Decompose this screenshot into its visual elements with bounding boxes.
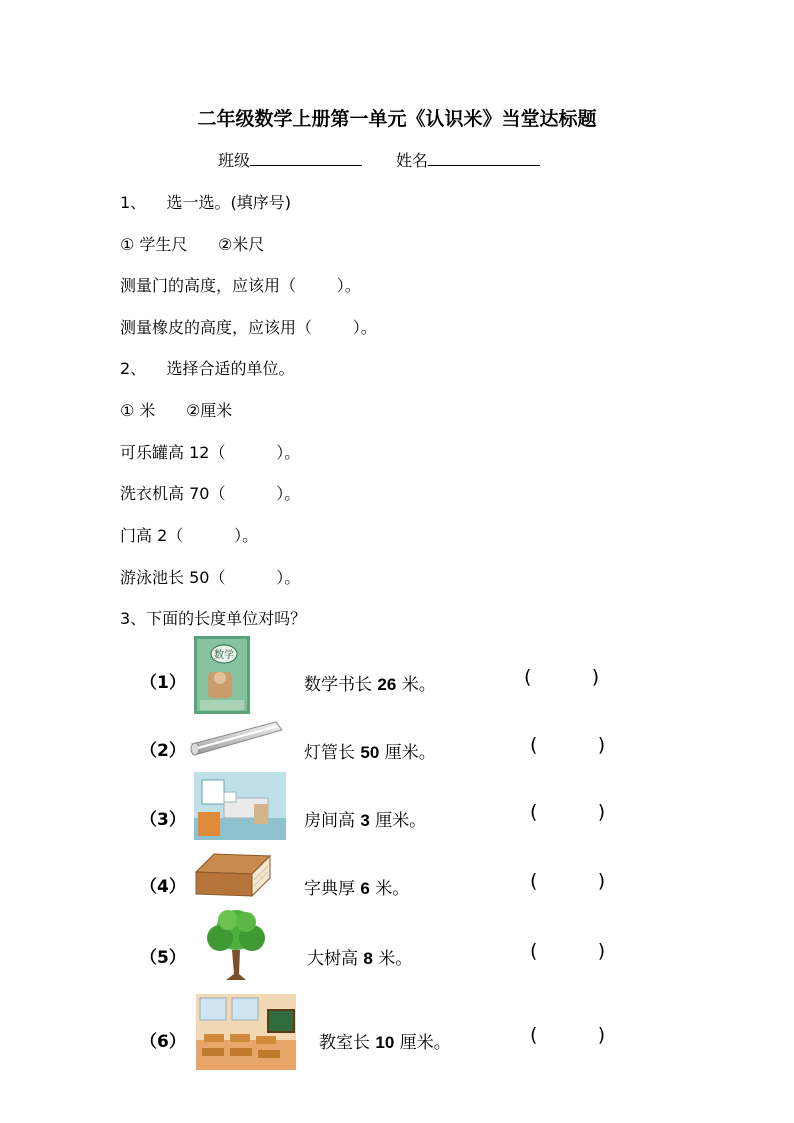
lamp-tube-image	[188, 720, 284, 758]
answer-parens[interactable]: ( )	[530, 801, 606, 823]
q3-statement: 大树高 8 米。	[307, 949, 413, 969]
q1-item: 测量橡皮的高度，应该用（ ）。	[120, 318, 377, 337]
answer-parens[interactable]: ( )	[530, 870, 606, 892]
name-blank[interactable]	[428, 149, 540, 166]
q2-options: ① 米 ②厘米	[120, 401, 233, 420]
q3-heading: 3、下面的长度单位对吗？	[120, 609, 307, 628]
q2-item: 游泳池长 50（ ）。	[120, 568, 301, 587]
svg-text:数学: 数学	[214, 650, 234, 661]
class-field	[218, 148, 362, 171]
answer-parens[interactable]: ( )	[530, 940, 606, 962]
answer-parens[interactable]: ( )	[530, 1024, 606, 1046]
classroom-image	[196, 994, 296, 1070]
q3-statement: 数学书长 26 米。	[304, 675, 436, 695]
class-label: 班级	[218, 151, 251, 170]
answer-parens[interactable]: ( )	[530, 734, 606, 756]
q3-statement: 房间高 3 厘米。	[304, 811, 427, 831]
q3-item-number: （6）	[140, 1032, 186, 1052]
q3-statement: 教室长 10 厘米。	[319, 1033, 451, 1053]
q2-item: 洗衣机高 70（ ）。	[120, 484, 301, 503]
room-image	[194, 772, 286, 840]
q2-item: 门高 2（ ）。	[120, 526, 259, 545]
name-field	[396, 148, 540, 171]
name-label: 姓名	[396, 151, 429, 170]
q3-statement: 灯管长 50 厘米。	[304, 743, 436, 763]
q1-heading: 1、 选一选。(填序号)	[120, 193, 292, 212]
tree-image	[204, 906, 268, 982]
q3-statement: 字典厚 6 米。	[304, 879, 410, 899]
q2-heading: 2、 选择合适的单位。	[120, 359, 295, 378]
page-title: 二年级数学上册第一单元《认识米》当堂达标题	[197, 108, 597, 130]
q3-item-number: （4）	[140, 877, 186, 897]
q3-item-number: （3）	[140, 810, 186, 830]
q3-item-number: （5）	[140, 948, 186, 968]
answer-parens[interactable]: ( )	[524, 666, 600, 688]
q3-item-number: （2）	[140, 741, 186, 761]
math-book-image	[194, 636, 250, 714]
q3-item-number: （1）	[140, 673, 186, 693]
class-blank[interactable]	[250, 149, 362, 166]
q2-item: 可乐罐高 12（ ）。	[120, 443, 301, 462]
dictionary-image	[194, 852, 272, 898]
q1-item: 测量门的高度，应该用（ ）。	[120, 276, 361, 295]
q1-options: ① 学生尺 ②米尺	[120, 235, 265, 254]
